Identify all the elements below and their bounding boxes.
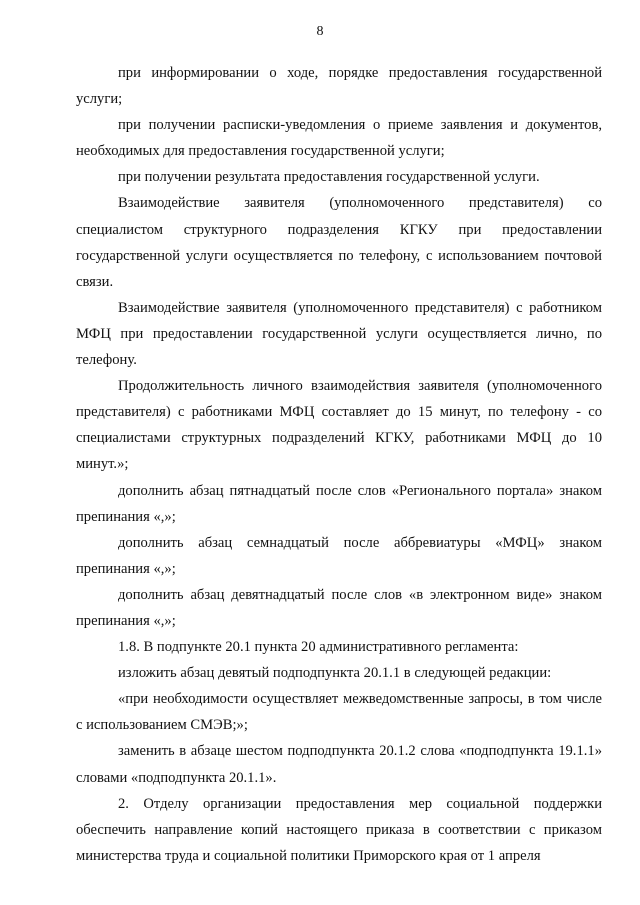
document-body xyxy=(76,60,602,869)
paragraph-10: 1.8. В подпункте 20.1 пункта 20 административного регламента: xyxy=(118,639,519,656)
paragraph-4: Взаимодействие заявителя (уполномоченного представителя) со специалистом структурного подразделения КГКУ при предоставлении государственной услуги осуществляется по телефону, с использованием почтовой связи. xyxy=(76,195,602,290)
paragraph-3: при получении результата предоставления государственной услуги. xyxy=(118,169,540,186)
paragraph-13: заменить в абзаце шестом подподпункта 20.1.2 слова «подподпункта 19.1.1» словами «подподпункта 20.1.1». xyxy=(76,743,602,786)
paragraph-8: дополнить абзац семнадцатый после аббревиатуры «МФЦ» знаком препинания «,»; xyxy=(76,534,602,577)
paragraph-12: «при необходимости осуществляет межведомственные запросы, в том числе с использованием СМЭВ;»; xyxy=(76,691,602,734)
paragraph-2: при получении расписки-уведомления о приеме заявления и документов, необходимых для предоставления государственной услуги; xyxy=(76,117,602,160)
page-number: 8 xyxy=(316,24,324,39)
paragraph-5: Взаимодействие заявителя (уполномоченного представителя) с работником МФЦ при предоставлении государственной услуги осуществляется лично, по телефону. xyxy=(76,299,602,369)
paragraph-11: изложить абзац девятый подподпункта 20.1.1 в следующей редакции: xyxy=(118,665,552,682)
paragraph-9: дополнить абзац девятнадцатый после слов «в электронном виде» знаком препинания «,»; xyxy=(76,586,602,629)
paragraph-14: 2. Отделу организации предоставления мер социальной поддержки обеспечить направление копий настоящего приказа в соответствии с приказом министерства труда и социальной политики Приморского края от 1 апреля xyxy=(76,795,602,864)
paragraph-1: при информировании о ходе, порядке предоставления государственной услуги; xyxy=(76,65,602,108)
paragraph-7: дополнить абзац пятнадцатый после слов «Регионального портала» знаком препинания «,»; xyxy=(76,482,602,525)
paragraph-6: Продолжительность личного взаимодействия заявителя (уполномоченного представителя) с работниками МФЦ составляет до 15 минут, по телефону - со специалистами структурных подразделений КГКУ, работниками МФЦ до 10 минут.»; xyxy=(76,378,602,473)
